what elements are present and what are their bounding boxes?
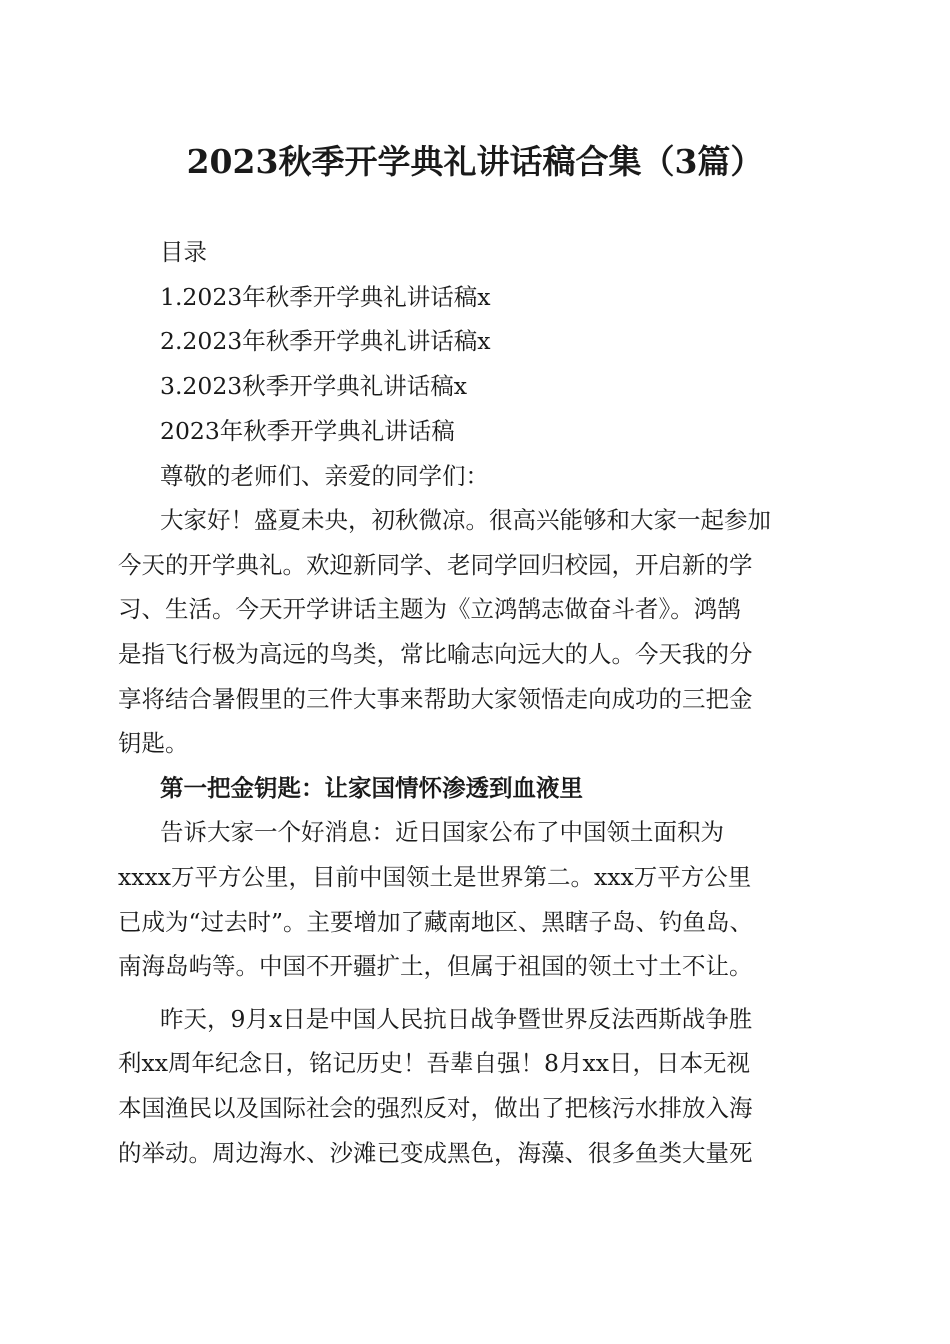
paragraph-line: xxxx万平方公里，目前中国领土是世界第二。xxx万平方公里 [118, 862, 752, 891]
document-title: 2023秋季开学典礼讲话稿合集（3篇） [186, 142, 764, 181]
table-of-contents [118, 230, 838, 408]
paragraph-line: 南海岛屿等。中国不开疆扩土，但属于祖国的领土寸土不让。 [118, 952, 753, 981]
paragraph-line: 本国渔民以及国际社会的强烈反对，做出了把核污水排放入海 [118, 1093, 753, 1122]
paragraph-line: 的举动。周边海水、沙滩已变成黑色，海藻、很多鱼类大量死 [118, 1138, 753, 1167]
paragraph-line: 昨天，9月x日是中国人民抗日战争暨世界反法西斯战争胜 [160, 1004, 753, 1033]
toc-item: 3.2023秋季开学典礼讲话稿x [160, 371, 467, 400]
paragraph-line: 是指飞行极为高远的鸟类，常比喻志向远大的人。今天我的分 [118, 639, 753, 668]
paragraph-territory [118, 810, 838, 988]
paragraph-line: 大家好！盛夏未央，初秋微凉。很高兴能够和大家一起参加 [160, 506, 771, 535]
speech-subtitle: 2023年秋季开学典礼讲话稿 [160, 417, 455, 445]
paragraph-line: 享将结合暑假里的三件大事来帮助大家领悟走向成功的三把金 [118, 684, 753, 713]
toc-item: 1.2023年秋季开学典礼讲话稿x [160, 282, 491, 311]
toc-heading: 目录 [160, 238, 207, 266]
speech-salutation: 尊敬的老师们、亲爱的同学们： [160, 461, 489, 490]
paragraph-line: 已成为“过去时”。主要增加了藏南地区、黑瞎子岛、钓鱼岛、 [118, 907, 754, 936]
paragraph-history [118, 997, 838, 1175]
paragraph-line: 今天的开学典礼。欢迎新同学、老同学回归校园，开启新的学 [118, 550, 753, 579]
paragraph-greeting [118, 498, 838, 766]
paragraph-line: 习、生活。今天开学讲话主题为《立鸿鹄志做奋斗者》。鸿鹄 [118, 595, 741, 624]
paragraph-line: 钥匙。 [118, 729, 189, 758]
section-heading: 第一把金钥匙：让家国情怀渗透到血液里 [160, 773, 583, 802]
speech-body [118, 409, 838, 1175]
paragraph-line: 利xx周年纪念日，铭记历史！吾辈自强！8月xx日，日本无视 [118, 1049, 750, 1078]
paragraph-line: 告诉大家一个好消息：近日国家公布了中国领土面积为 [160, 818, 724, 847]
toc-item: 2.2023年秋季开学典礼讲话稿x [160, 327, 491, 356]
